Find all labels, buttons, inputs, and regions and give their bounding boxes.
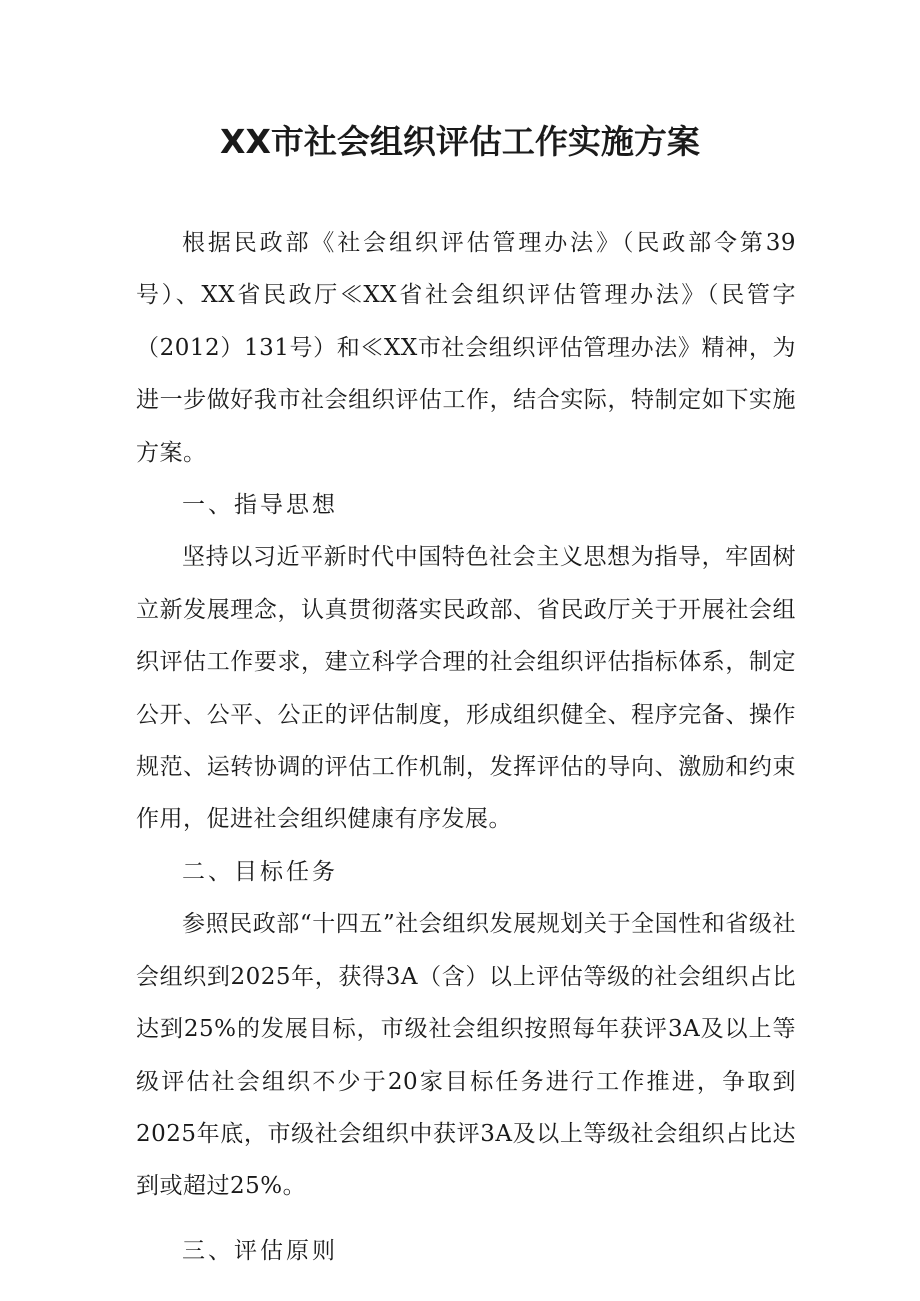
section-paragraph-targets: 参照民政部“十四五”社会组织发展规划关于全国性和省级社会组织到2025年，获得3A（含）以上评估等级的社会组织占比达到25%的发展目标，市级社会组织按照每年获评3A及以上等级评估社会组织不少于20家目标任务进行工作推进，争取到2025年底，市级社会组织中获评3A及以上等级社会组织占比达到或超过25%。 (136, 911, 796, 1200)
section-heading-principles: 三、评估原则 (182, 1237, 338, 1264)
section-heading-guiding-ideology: 一、指导思想 (182, 492, 338, 519)
section-paragraph-guiding-ideology: 坚持以习近平新时代中国特色社会主义思想为指导，牢固树立新发展理念，认真贯彻落实民政部、省民政厅关于开展社会组织评估工作要求，建立科学合理的社会组织评估指标体系，制定公开、公平、公正的评估制度，形成组织健全、程序完备、操作规范、运转协调的评估工作机制，发挥评估的导向、激励和约束作用，促进社会组织健康有序发展。 (136, 544, 796, 833)
section-heading-targets: 二、目标任务 (182, 858, 338, 885)
document-title: XX市社会组织评估工作实施方案 (220, 122, 700, 161)
document-body (136, 217, 796, 1277)
intro-paragraph: 根据民政部《社会组织评估管理办法》（民政部令第39号）、XX省民政厅≪XX省社会组织评估管理办法》（民管字（2012）131号）和≪XX市社会组织评估管理办法》精神，为进一步做好我市社会组织评估工作，结合实际，特制定如下实施方案。 (136, 230, 796, 466)
paragraph-gap (136, 1213, 796, 1225)
